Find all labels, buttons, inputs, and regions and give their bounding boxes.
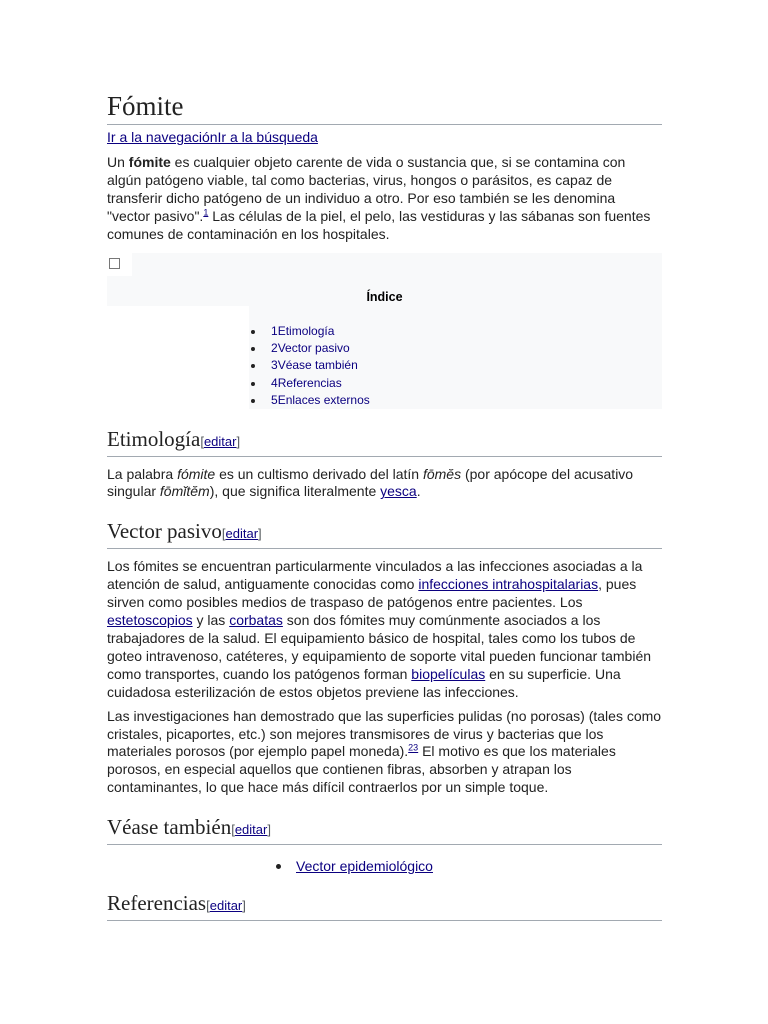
intro-term: fómite bbox=[128, 154, 171, 170]
toc-spacer bbox=[107, 306, 249, 409]
etimologia-paragraph: La palabra fómite es un cultismo derivado del latín fōmĕs (por apócope del acusativo singular fōmĭtĕm), que significa literalmente yesca. bbox=[107, 465, 634, 500]
section-heading bbox=[107, 889, 662, 921]
edit-section: [editar] bbox=[231, 822, 271, 838]
section-vease-tambien bbox=[107, 813, 662, 875]
edit-section: [editar] bbox=[200, 433, 241, 449]
jump-to-search-link[interactable]: Ir a la búsqueda bbox=[217, 129, 318, 145]
vector-paragraph-1: Los fómites se encuentran particularmente vinculados a las infecciones asociadas a la atención de salud, antiguamente conocidas como infecciones intrahospitalarias, pues sirven como posibles medios de traspaso de patógenos entre pacientes. Los estetoscopios y las corbatas son dos fómites muy comúnmente asociados a los trabajadores de la salud. El equipamiento básico de hospital, tales como los tubos de goteo intravenoso, catéteres, y equipamiento de soporte vital pueden funcionar también como transportes, cuando los patógenos forman biopelículas en su superficie. Una cuidadosa esterilización de estos objetos previene las infecciones. bbox=[107, 558, 652, 700]
edit-section-link[interactable]: editar bbox=[225, 526, 259, 542]
toc-toggle-area bbox=[107, 253, 132, 276]
table-of-contents bbox=[107, 253, 662, 409]
jump-to-navigation-link[interactable]: Ir a la navegación bbox=[107, 129, 218, 145]
list-item bbox=[296, 857, 662, 875]
section-heading-text: Vector pasivo bbox=[107, 519, 222, 544]
intro-text-1: Un bbox=[107, 154, 129, 170]
edit-section: [editar] bbox=[206, 898, 246, 914]
page-title: Fómite bbox=[107, 88, 662, 125]
yesca-link[interactable]: yesca bbox=[380, 483, 417, 500]
reference-link-23[interactable]: 23 bbox=[408, 742, 419, 753]
section-vector-pasivo bbox=[107, 517, 662, 797]
section-heading-text: Véase también bbox=[107, 815, 232, 840]
edit-section: [editar] bbox=[221, 526, 262, 542]
section-referencias bbox=[107, 889, 662, 921]
estetoscopios-link[interactable]: estetoscopios bbox=[107, 612, 193, 629]
toc-item[interactable]: 1Etimología bbox=[271, 323, 370, 340]
toc-item[interactable]: 2Vector pasivo bbox=[271, 340, 370, 357]
jump-links bbox=[107, 128, 662, 146]
edit-section-link[interactable]: editar bbox=[234, 822, 268, 838]
infecciones-intrahospitalarias-link[interactable]: infecciones intrahospitalarias bbox=[418, 576, 599, 593]
toc-title: Índice bbox=[366, 289, 403, 304]
biopeliculas-link[interactable]: biopelículas bbox=[411, 665, 486, 682]
vector-epidemiologico-link[interactable]: Vector epidemiológico bbox=[296, 858, 433, 875]
vector-paragraph-2: Las investigaciones han demostrado que las superficies pulidas (no porosas) (tales como cristales, picaportes, etc.) son mejores transmisores de virus y bacterias que los materiales porosos (por ejemplo papel moneda).$^{23}$ El motivo es que los materiales porosos, en especial aquellos que contienen fibras, absorben y atrapan los contaminantes, lo que hace más difícil contraerlos por un simple toque. bbox=[107, 707, 662, 796]
reference-link-1[interactable]: 1 bbox=[203, 207, 209, 218]
toc-item[interactable]: 3Véase también bbox=[271, 357, 370, 374]
see-also-list bbox=[296, 857, 662, 875]
intro-text-3: Las células de la piel, el pelo, las vestiduras y las sábanas son fuentes comunes de contaminación en los hospitales. bbox=[107, 207, 651, 242]
section-heading-text: Referencias bbox=[107, 891, 207, 916]
corbatas-link[interactable]: corbatas bbox=[229, 612, 283, 629]
intro-text-2: es cualquier objeto carente de vida o sustancia que, si se contamina con algún patógeno viable, tal como bacterias, virus, hongos o parásitos, es capaz de transferir dicho patógeno de un individuo a otro. Por eso también se les denomina "vector pasivo". bbox=[107, 154, 626, 224]
section-heading-text: Etimología bbox=[107, 426, 201, 451]
edit-section-link[interactable]: editar bbox=[203, 433, 237, 449]
toc-item[interactable]: 5Enlaces externos bbox=[271, 392, 370, 409]
section-heading bbox=[107, 813, 662, 845]
toc-list bbox=[271, 323, 370, 410]
section-heading bbox=[107, 517, 662, 549]
toc-toggle-checkbox[interactable] bbox=[109, 258, 120, 269]
section-etimologia bbox=[107, 425, 662, 502]
edit-section-link[interactable]: editar bbox=[209, 898, 243, 914]
article-content bbox=[107, 88, 662, 930]
intro-paragraph bbox=[107, 154, 662, 244]
section-heading bbox=[107, 425, 662, 457]
toc-item[interactable]: 4Referencias bbox=[271, 375, 370, 392]
